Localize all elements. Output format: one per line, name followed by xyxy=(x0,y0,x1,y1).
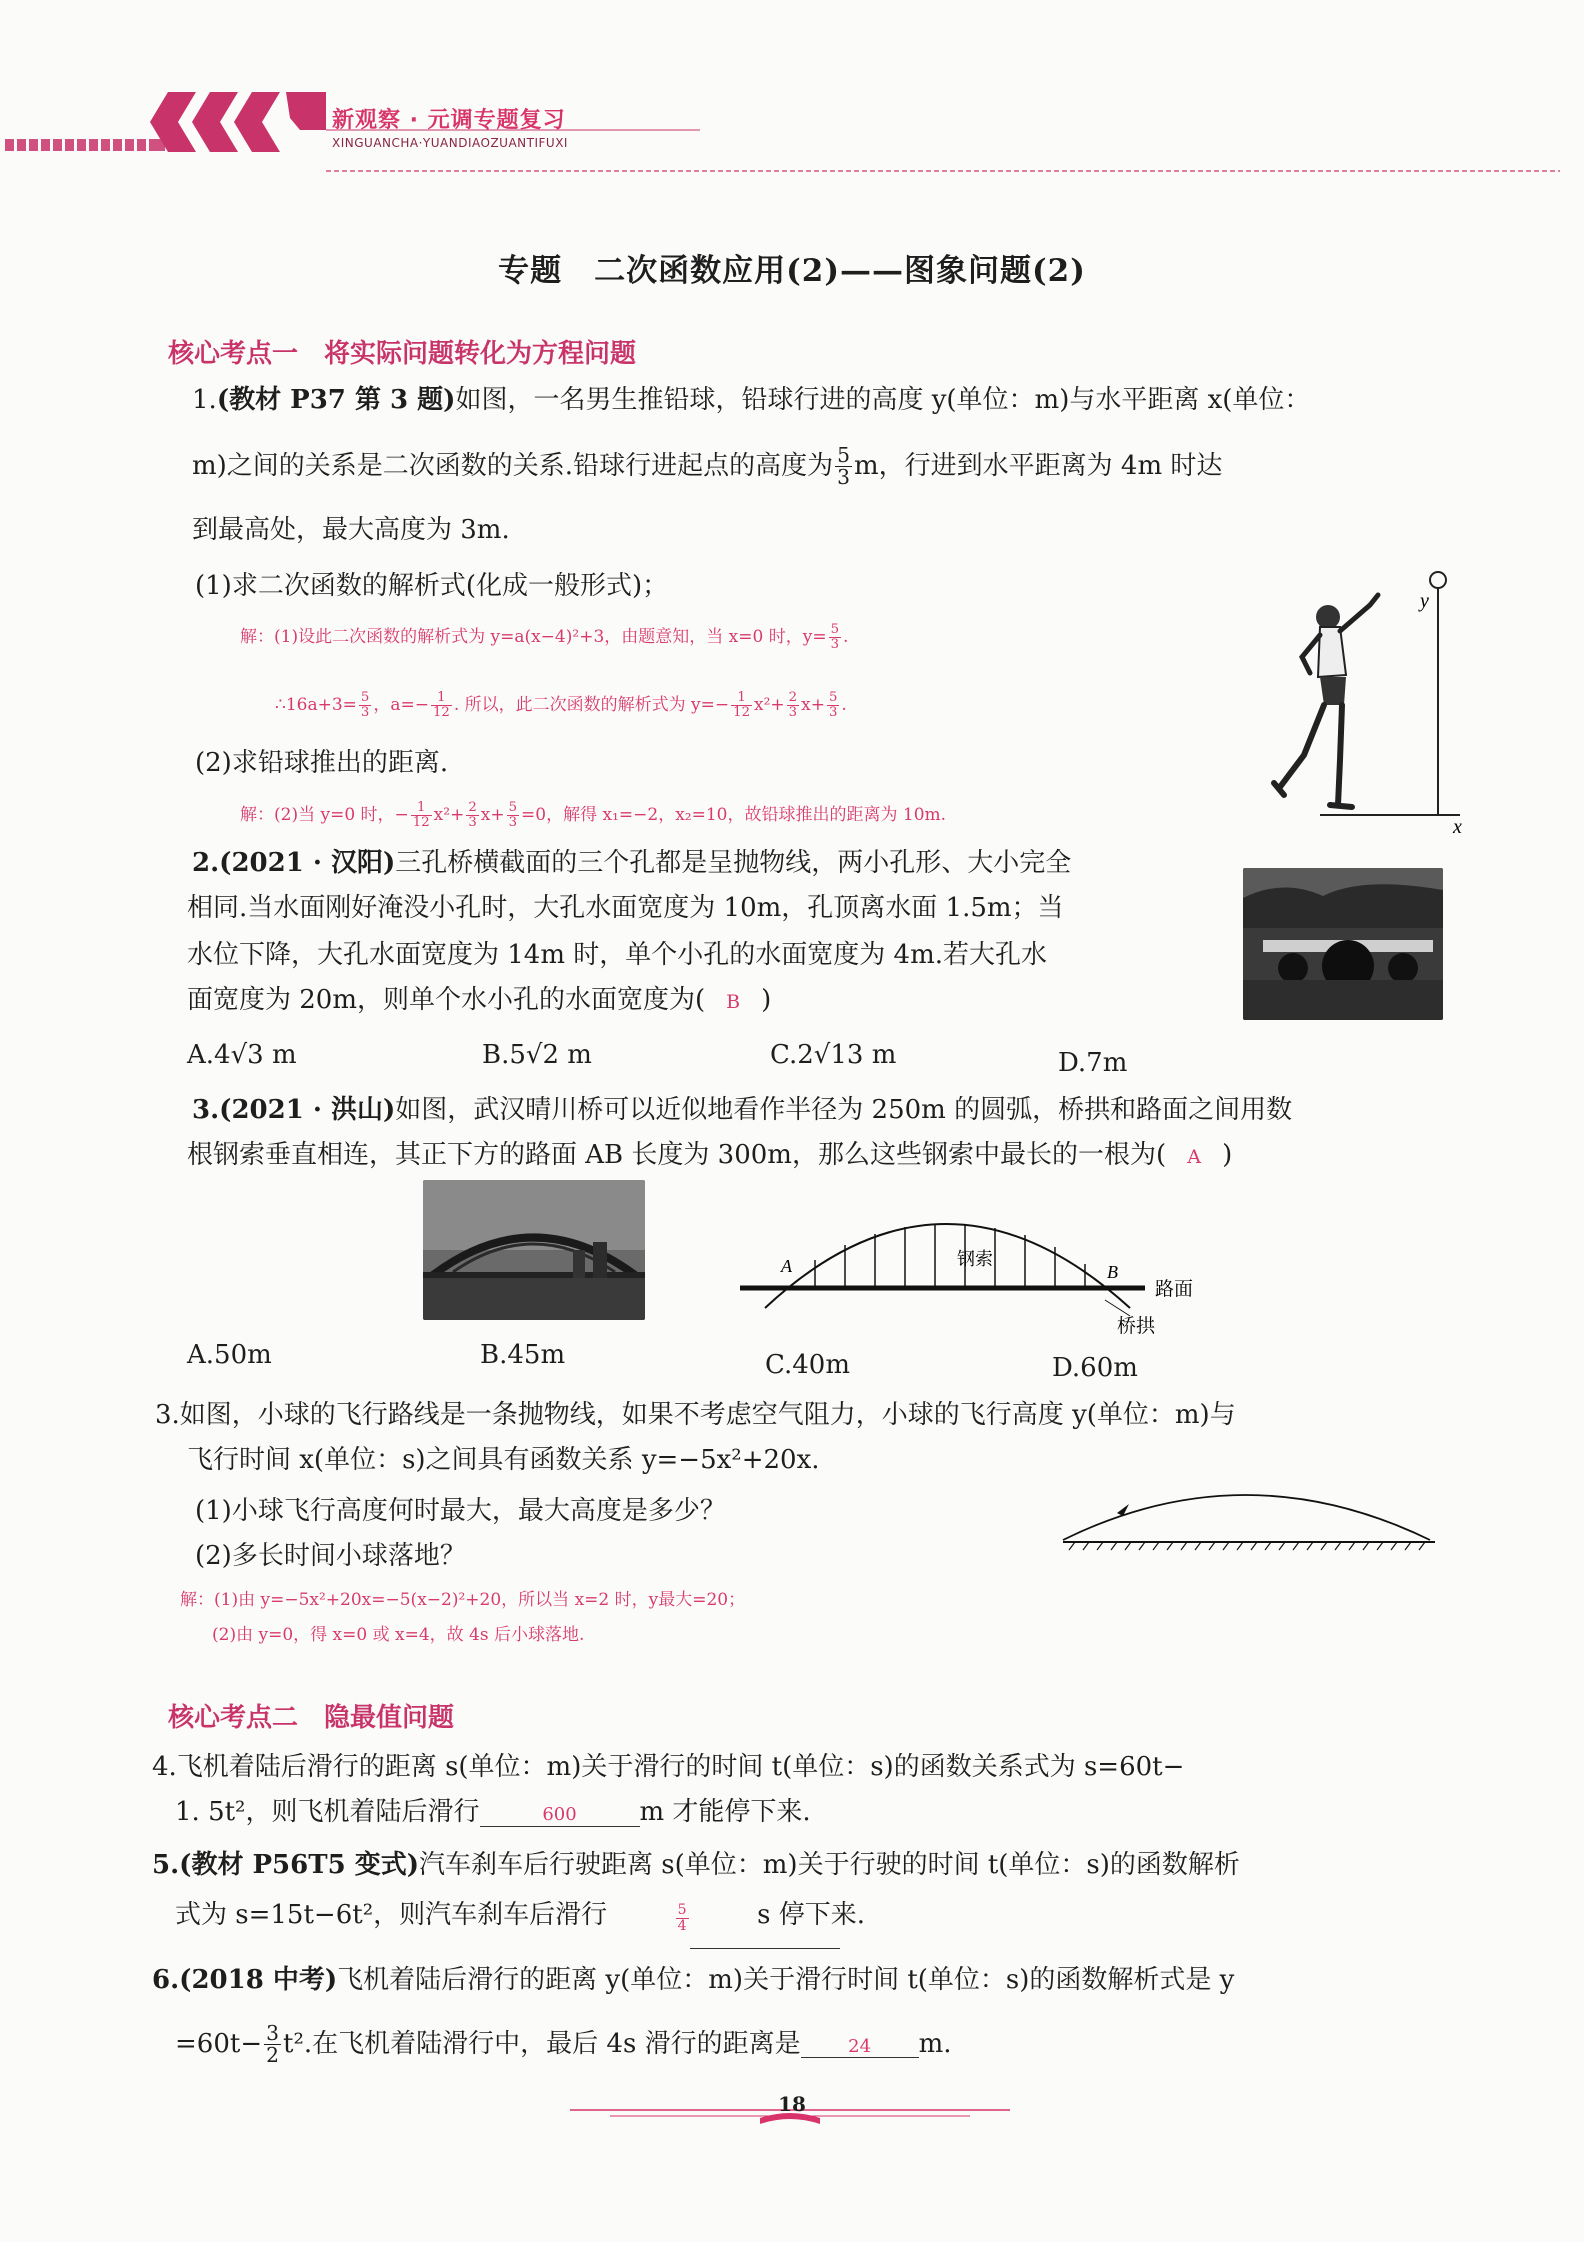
q6-answer-blank: 24 xyxy=(801,2036,919,2059)
fig-y-label: y xyxy=(1420,590,1429,612)
d: 3 xyxy=(788,705,798,720)
q3a-line2 xyxy=(187,1140,1232,1171)
header-brand-en: XINGUANCHA·YUANDIAOZUANTIFUXI xyxy=(332,136,568,150)
n: 5 xyxy=(830,622,839,638)
d: 12 xyxy=(412,815,430,830)
q1-solution-2 xyxy=(240,800,946,830)
road-label: 路面 xyxy=(1155,1278,1194,1300)
q2-line4-text: 面宽度为 20m，则单个水小孔的水面宽度为( xyxy=(187,985,706,1015)
q2-source: 2.(2021 · 汉阳) xyxy=(192,848,396,878)
q4-line2-pre: 1. 5t²，则飞机着陆后滑行 xyxy=(175,1797,480,1827)
q3b-solution-1: 解：(1)由 y=−5x²+20x=−5(x−2)²+20，所以当 x=2 时，y最大=20； xyxy=(180,1590,746,1610)
n: 2 xyxy=(468,800,477,816)
q5-line2 xyxy=(175,1900,865,1933)
q5-line2-pre: 式为 s=15t−6t²，则汽车刹车后滑行 xyxy=(175,1900,608,1930)
n: 1 xyxy=(731,691,752,706)
q3b-line2: 飞行时间 x(单位：s)之间具有函数关系 y=−5x²+20x. xyxy=(187,1445,820,1475)
q6-line2-post: m. xyxy=(918,2028,952,2059)
q3a-option-d: D.60m xyxy=(1052,1353,1138,1383)
q5-line2-post: s 停下来. xyxy=(757,1900,865,1930)
sol-frac xyxy=(359,691,371,720)
n: 1 xyxy=(431,691,452,706)
q1-line2-post: m，行进到水平距离为 4m 时达 xyxy=(853,450,1223,481)
q1-source: (教材 P37 第 3 题) xyxy=(216,385,456,415)
n: 5 xyxy=(360,690,370,706)
point-b-label: B xyxy=(1107,1262,1118,1282)
q3b-sub1: (1)小球飞行高度何时最大，最大高度是多少？ xyxy=(195,1496,726,1526)
d: 12 xyxy=(432,705,450,720)
q4-answer-blank: 600 xyxy=(480,1804,640,1827)
page-number: 18 xyxy=(778,2092,806,2116)
sol-frac xyxy=(411,801,432,830)
q1-solution-1a xyxy=(240,622,848,652)
n: 5 xyxy=(508,800,518,816)
sol-text: ∴16a+3= xyxy=(275,695,357,715)
q6-text: 飞机着陆后滑行的距离 y(单位：m)关于滑行时间 t(单位：s)的函数解析式是 y xyxy=(337,1965,1235,1995)
n: 5 xyxy=(828,690,838,706)
sol-frac xyxy=(787,691,799,720)
q1-line2-pre: m)之间的关系是二次函数的关系.铅球行进起点的高度为 xyxy=(192,450,834,481)
q2-option-c: C.2√13 m xyxy=(770,1040,897,1070)
q2-line3: 水位下降，大孔水面宽度为 14m 时，单个小孔的水面宽度为 4m.若大孔水 xyxy=(187,940,1047,970)
q5-answer-fraction xyxy=(676,1903,689,1933)
sol-dot: . xyxy=(843,627,849,647)
q1-sub2: (2)求铅球推出的距离. xyxy=(195,748,449,778)
q4-line2-post: m 才能停下来. xyxy=(639,1797,811,1827)
sol-frac xyxy=(731,691,752,720)
q6-fraction xyxy=(264,2023,281,2067)
d: 3 xyxy=(360,705,370,720)
fig-x-label: x xyxy=(1453,816,1462,835)
q3a-line1 xyxy=(192,1095,1292,1126)
sol-text: x²+ xyxy=(754,695,785,715)
cable-label: 钢索 xyxy=(957,1249,993,1270)
q5-line1 xyxy=(152,1850,1240,1881)
q2-option-b: B.5√2 m xyxy=(482,1040,592,1070)
q6-source: 6.(2018 中考) xyxy=(152,1965,338,1995)
q6-line2 xyxy=(175,2023,952,2067)
header-banner xyxy=(0,0,1584,182)
sol-text: 解：(2)当 y=0 时，− xyxy=(240,805,409,825)
q3a-paren: ) xyxy=(1222,1140,1233,1170)
q2-line1 xyxy=(192,848,1071,879)
section-heading-2: 核心考点二 隐最值问题 xyxy=(168,1703,455,1733)
q2-option-d: D.7m xyxy=(1058,1048,1128,1078)
q3b-line1: 3.如图，小球的飞行路线是一条抛物线，如果不考虑空气阻力，小球的飞行高度 y(单位：m)与 xyxy=(155,1400,1236,1430)
frac-denominator: 3 xyxy=(837,465,850,490)
q1-number: 1. xyxy=(192,385,217,415)
q4-line2 xyxy=(175,1797,811,1828)
q3a-source: 3.(2021 · 洪山) xyxy=(192,1095,396,1125)
q5-blank-underline xyxy=(690,1948,840,1949)
point-a-label: A xyxy=(781,1256,792,1276)
sol-frac xyxy=(829,623,841,652)
q5-source: 5.(教材 P56T5 变式) xyxy=(152,1850,420,1880)
q2-option-a: A.4√3 m xyxy=(187,1040,297,1070)
q3a-line2-text: 根钢索垂直相连，其正下方的路面 AB 长度为 300m，那么这些钢索中最长的一根为( xyxy=(187,1140,1167,1170)
q1-fraction xyxy=(835,445,852,489)
q6-line2-mid: t².在飞机着陆滑行中，最后 4s 滑行的距离是 xyxy=(283,2028,801,2059)
q5-text: 汽车刹车后行驶距离 s(单位：m)关于行驶的时间 t(单位：s)的函数解析 xyxy=(419,1850,1240,1880)
q2-text: 三孔桥横截面的三个孔都是呈抛物线，两小孔形、大小完全 xyxy=(395,848,1072,878)
frac-numerator: 5 xyxy=(837,443,850,467)
q5-answer-blank xyxy=(607,1903,757,1933)
q3b-solution-2: (2)由 y=0，得 x=0 或 x=4，故 4s 后小球落地. xyxy=(212,1625,585,1645)
q3a-option-a: A.50m xyxy=(187,1340,272,1370)
sol-frac xyxy=(466,801,478,830)
d: 3 xyxy=(508,815,518,830)
n: 3 xyxy=(266,2021,280,2045)
sol-text: ，a=− xyxy=(373,695,429,715)
sol-frac xyxy=(827,691,839,720)
q6-line2-pre: =60t− xyxy=(175,2028,263,2059)
d: 3 xyxy=(468,815,477,830)
header-brand-cn: 新观察 · 元调专题复习 xyxy=(332,108,566,133)
q1-solution-1b xyxy=(275,690,847,720)
n: 2 xyxy=(788,690,798,706)
q6-line1 xyxy=(152,1965,1234,1996)
arch-label: 桥拱 xyxy=(1117,1315,1156,1337)
q2-paren: ) xyxy=(761,985,772,1015)
q1-line2 xyxy=(192,445,1222,489)
section-heading-1: 核心考点一 将实际问题转化为方程问题 xyxy=(168,339,637,369)
sol-text: x²+ xyxy=(433,805,465,825)
q3a-option-b: B.45m xyxy=(480,1340,566,1370)
d: 3 xyxy=(828,705,838,720)
page-title: 专题 二次函数应用(2)——图象问题(2) xyxy=(498,253,1086,289)
q3b-sub2: (2)多长时间小球落地？ xyxy=(195,1541,466,1571)
three-arch-bridge-photo xyxy=(1243,868,1443,1020)
q3a-text: 如图，武汉晴川桥可以近似地看作半径为 250m 的圆弧，桥拱和路面之间用数 xyxy=(395,1095,1293,1125)
q1-text: 如图，一名男生推铅球，铅球行进的高度 y(单位：m)与水平距离 x(单位： xyxy=(455,385,1311,415)
sol-dot: . xyxy=(841,695,847,715)
q3a-answer: A xyxy=(1187,1146,1201,1168)
d: 2 xyxy=(266,2043,280,2068)
sol-text: . 所以，此二次函数的解析式为 y=− xyxy=(453,695,730,715)
q1-line3: 到最高处，最大高度为 3m. xyxy=(192,515,510,545)
sol-text: x+ xyxy=(801,695,825,715)
q4-line1: 4.飞机着陆后滑行的距离 s(单位：m)关于滑行的时间 t(单位：s)的函数关系式为 s=60t− xyxy=(152,1752,1185,1782)
d: 12 xyxy=(733,705,751,720)
bridge-arch-diagram xyxy=(735,1190,1225,1345)
n: 1 xyxy=(411,801,432,816)
q2-answer: B xyxy=(726,991,741,1013)
shot-put-figure xyxy=(1260,565,1470,835)
q2-line2: 相同.当水面刚好淹没小孔时，大孔水面宽度为 10m，孔顶离水面 1.5m；当 xyxy=(187,893,1064,923)
sol-text: 解：(1)设此二次函数的解析式为 y=a(x−4)²+3，由题意知，当 x=0 时，y= xyxy=(240,627,827,647)
sol-text: x+ xyxy=(480,805,505,825)
qingchuan-bridge-photo xyxy=(423,1180,645,1320)
n: 5 xyxy=(677,1901,687,1918)
sol-text: =0，解得 x₁=−2，x₂=10，故铅球推出的距离为 10m. xyxy=(521,805,947,825)
q2-line4 xyxy=(187,985,771,1016)
sol-frac xyxy=(431,691,452,720)
d: 3 xyxy=(830,637,839,652)
ball-trajectory-figure xyxy=(1055,1480,1445,1560)
q1-sub1: (1)求二次函数的解析式(化成一般形式)； xyxy=(195,571,669,601)
sol-frac xyxy=(507,801,519,830)
q1-line1 xyxy=(192,385,1310,416)
q3a-option-c: C.40m xyxy=(765,1350,850,1380)
d: 4 xyxy=(677,1917,687,1934)
